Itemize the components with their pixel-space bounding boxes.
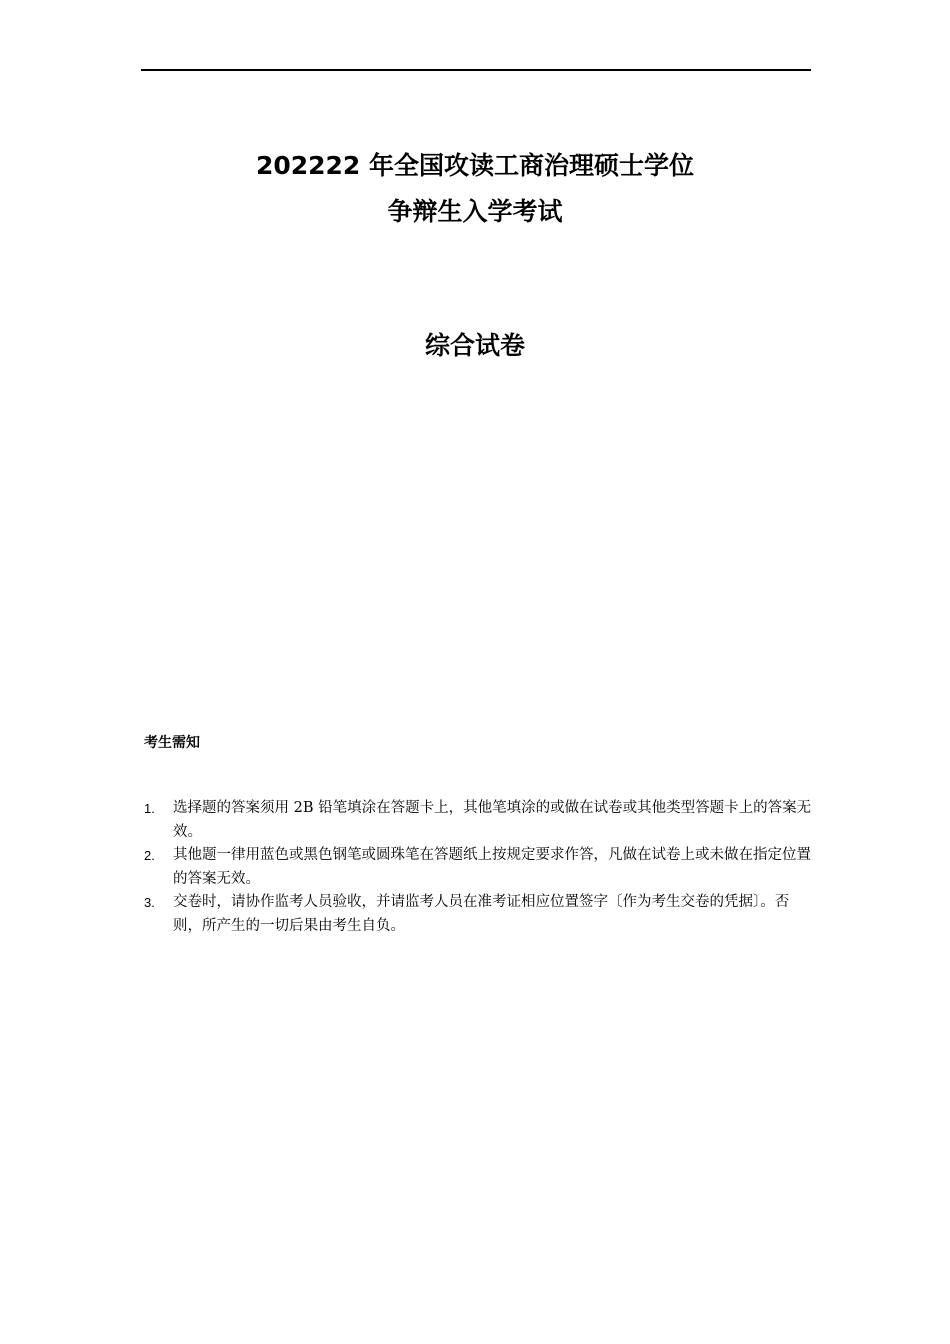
- notice-heading: 考生需知: [144, 735, 200, 751]
- notice-item-number: 2.: [144, 848, 155, 863]
- notice-item-text: 选择题的答案须用 2B 铅笔填涂在答题卡上，其他笔填涂的或做在试卷或其他类型答题卡上的答案无效。: [173, 800, 812, 840]
- notice-item: [144, 891, 814, 938]
- exam-title-line-1: 202222 年全国攻读工商治理硕士学位: [255, 151, 695, 180]
- header-rule: [141, 69, 811, 71]
- notice-item: [144, 797, 814, 844]
- notice-list: [144, 797, 814, 938]
- notice-item-text: 其他题一律用蓝色或黑色钢笔或圆珠笔在答题纸上按规定要求作答，凡做在试卷上或未做在指定位置的答案无效。: [173, 847, 811, 887]
- notice-item: [144, 844, 814, 891]
- paper-subtitle: 综合试卷: [424, 331, 525, 360]
- exam-title-line-2: 争辩生入学考试: [387, 197, 563, 226]
- notice-item-text: 交卷时，请协作监考人员验收，并请监考人员在准考证相应位置签字〔作为考生交卷的凭据〕。否则，所产生的一切后果由考生自负。: [173, 894, 790, 934]
- notice-item-number: 3.: [144, 895, 155, 910]
- notice-item-number: 1.: [144, 801, 155, 816]
